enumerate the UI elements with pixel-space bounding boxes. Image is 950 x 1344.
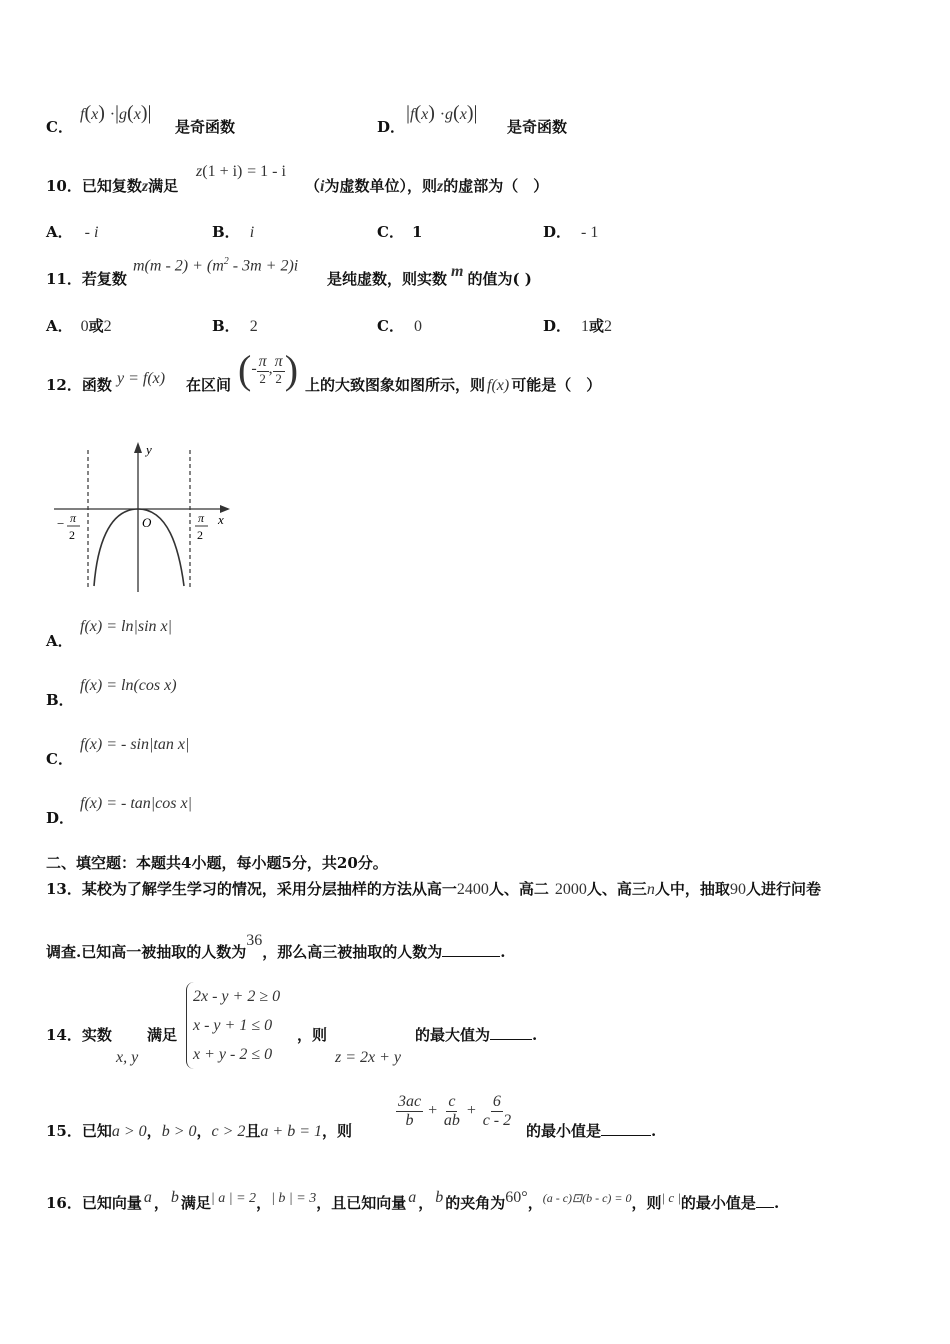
q9-d-dot: · <box>439 106 446 123</box>
q12-option-c-label: C． <box>46 750 73 768</box>
q9-d-g: g <box>445 106 454 123</box>
q15-answer-blank[interactable] <box>601 1135 651 1136</box>
q11-option-b: B． 2 <box>212 317 258 335</box>
q9-option-c-label: C． <box>46 118 73 136</box>
y-axis-label: y <box>146 442 152 457</box>
q12-option-d-expr: f(x) = - tan|cos x| <box>80 795 192 812</box>
q11-option-c: C． 0 <box>377 317 422 335</box>
q12-option-d-label: D． <box>46 809 75 827</box>
q12-stem-mid: 在区间 <box>186 376 232 394</box>
q9-c-dot: · <box>109 106 116 123</box>
q9-d-x1: x <box>421 106 429 123</box>
x-axis-label: x <box>218 512 224 527</box>
q12-stem-pre: 12．函数 <box>46 376 112 394</box>
q12-option-b-expr: f(x) = ln(cos x) <box>80 677 177 694</box>
section-2-title: 二、填空题：本题共4小题，每小题5分，共20分。 <box>46 854 388 872</box>
q14-answer-blank[interactable] <box>490 1039 532 1040</box>
q9-option-d-label: D． <box>377 118 406 136</box>
q14-mid: 满足 <box>147 1026 178 1044</box>
q12-option-b-label: B． <box>46 691 74 709</box>
q14-constraint-1: 2x - y + 2 ≥ 0 <box>193 988 281 1005</box>
curve <box>94 509 184 586</box>
q10-equation: z(1 + i) = 1 - i <box>196 163 286 180</box>
q11-stem-pre: 11．若复数 <box>46 270 127 288</box>
q9-option-d-text: 是奇函数 <box>507 118 568 136</box>
q11-stem-tail: 是纯虚数，则实数 m 的值为( ) <box>327 263 532 288</box>
neg-sign: − <box>57 516 65 531</box>
q14-constraint-2: x - y + 1 ≤ 0 <box>193 1017 273 1034</box>
q14-vars: x, y <box>116 1049 139 1066</box>
q9-option-d-expr: |f(x) ·g(x)| <box>406 102 478 124</box>
q10-option-a: A． - i <box>46 223 99 241</box>
q14-objective: z = 2x + y <box>335 1049 402 1066</box>
q9-d-x2: x <box>459 106 467 123</box>
q9-c-f: f <box>80 106 85 123</box>
q9-d-f: f <box>410 106 415 123</box>
q16-stem: 16．已知向量 a ， b 满足| a | = 2，| b | = 3，且已知向量 a ， b 的夹角为60°，$^{(a - c)⊡(b - c) = 0}$，则| c |的最小值是 . <box>46 1189 780 1212</box>
q9-c-x1: x <box>91 106 99 123</box>
q15-post: 的最小值是 . <box>526 1122 657 1140</box>
q9-c-x2: x <box>133 106 141 123</box>
q14-after: ，则 <box>297 1026 328 1044</box>
q9-c-g: g <box>119 106 128 123</box>
q12-option-a-expr: f(x) = ln|sin x| <box>80 618 173 635</box>
q10-option-d: D． - 1 <box>543 223 599 241</box>
right-two: 2 <box>197 528 203 542</box>
q9-option-c-text: 是奇函数 <box>175 118 236 136</box>
q15-stem: 15．已知a > 0，b > 0，c > 2且a + b = 1，则 <box>46 1122 353 1140</box>
q13-line-1: 13．某校为了解学生学习的情况，采用分层抽样的方法从高一2400人、高二 2000人、高三n人中，抽取90人进行问卷 <box>46 880 821 898</box>
q12-option-c-expr: f(x) = - sin|tan x| <box>80 736 190 753</box>
q12-graph <box>50 436 240 596</box>
q10-option-b: B． i <box>212 223 255 241</box>
q10-stem-tail: （i为虚数单位），则z的虚部为（ ） <box>305 177 549 195</box>
right-pi: π <box>198 511 205 525</box>
q9-option-c-expr: f(x) ·|g(x)| <box>80 102 152 124</box>
q10-stem: 10．已知复数z满足 <box>46 177 179 195</box>
q10-option-c: C． 1 <box>377 223 423 241</box>
q12-interval: (- $\frac{\pi}{2}$ , $\frac{\pi}{2}$ ) <box>238 347 299 392</box>
q14-pre: 14．实数 <box>46 1026 112 1044</box>
q13-line-2: 调查.已知高一被抽取的人数为36，那么高三被抽取的人数为 . <box>46 932 506 961</box>
q11-option-a: A． 0或2 <box>46 317 112 335</box>
left-pi: π <box>70 511 77 525</box>
q16-answer-blank[interactable] <box>756 1207 774 1208</box>
q12-function: y = f(x) <box>117 370 166 387</box>
left-two: 2 <box>69 528 75 542</box>
y-axis-arrow-icon <box>134 442 142 453</box>
q14-post: 的最大值为 . <box>415 1026 538 1044</box>
q11-expression: $m(m - 2) + (m^2 - 3m + 2)i$ <box>133 256 299 275</box>
q12-stem-tail: 上的大致图象如图所示，则 f(x) 可能是（ ） <box>305 376 602 394</box>
q15-expression: $\frac{3ac}{b}$ + $\frac{c}{ab}$ + $\frac{6}{c - 2}$ <box>398 1093 512 1129</box>
q14-constraint-3: x + y - 2 ≤ 0 <box>193 1046 273 1063</box>
origin-label: O <box>142 515 152 530</box>
q12-option-a-label: A． <box>46 632 73 650</box>
q14-constraints <box>186 982 280 1069</box>
q13-answer-blank[interactable] <box>442 956 500 957</box>
q11-option-d: D． 1或2 <box>543 317 613 335</box>
